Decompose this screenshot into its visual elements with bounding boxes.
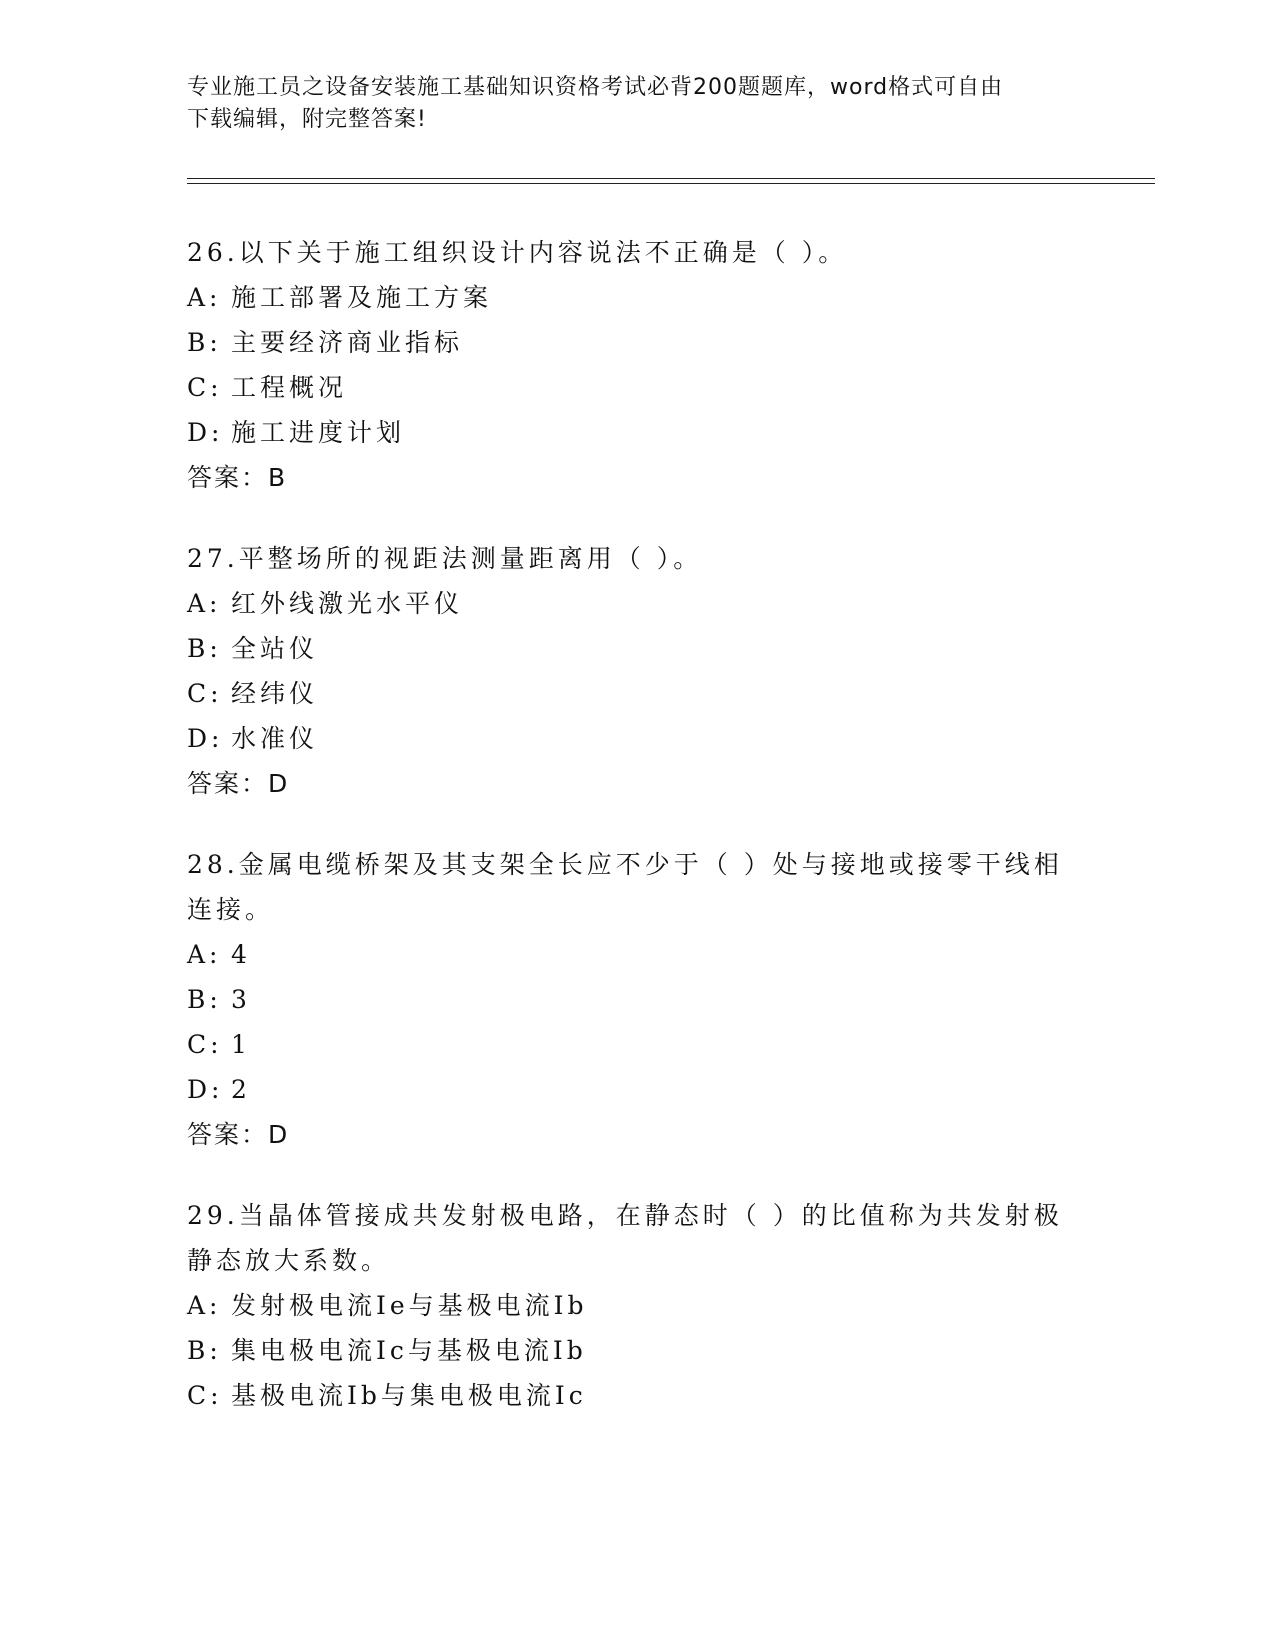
option-key: A:	[187, 1291, 222, 1320]
option-text: 发射极电流Ie与基极电流Ib	[231, 1291, 588, 1320]
option-text: 3	[231, 985, 251, 1014]
option-key: C:	[187, 373, 223, 402]
option-key: C:	[187, 679, 223, 708]
option-d	[187, 716, 1067, 761]
option-text: 施工进度计划	[231, 418, 406, 447]
answer-line: 答案：D	[187, 769, 290, 798]
question-stem: 28.金属电缆桥架及其支架全长应不少于（ ）处与接地或接零干线相	[187, 850, 1063, 879]
option-a	[187, 581, 1067, 626]
document-header	[187, 72, 1087, 136]
option-text: 主要经济商业指标	[231, 328, 464, 357]
option-text: 4	[231, 940, 251, 969]
option-text: 经纬仪	[231, 679, 319, 708]
answer-line: 答案：B	[187, 463, 288, 492]
option-c	[187, 1022, 1067, 1067]
option-key: C:	[187, 1381, 223, 1410]
header-divider-top	[187, 178, 1155, 179]
option-key: D:	[187, 1075, 224, 1104]
question-stem: 26.以下关于施工组织设计内容说法不正确是（ ）。	[187, 238, 848, 267]
option-key: B:	[187, 634, 222, 663]
question-list	[187, 230, 1067, 1454]
option-text: 红外线激光水平仪	[231, 589, 464, 618]
option-text: 全站仪	[231, 634, 319, 663]
option-d	[187, 1067, 1067, 1112]
question-stem: 27.平整场所的视距法测量距离用（ ）。	[187, 544, 703, 573]
option-b	[187, 626, 1067, 671]
question-29	[187, 1193, 1067, 1418]
option-text: 水准仪	[231, 724, 319, 753]
option-c	[187, 365, 1067, 410]
question-26	[187, 230, 1067, 500]
option-c	[187, 1373, 1067, 1418]
header-line-2: 下载编辑，附完整答案!	[187, 107, 427, 132]
option-b	[187, 977, 1067, 1022]
option-b	[187, 320, 1067, 365]
question-27	[187, 536, 1067, 806]
question-stem-continued: 连接。	[187, 895, 275, 924]
option-text: 1	[231, 1030, 251, 1059]
question-stem: 29.当晶体管接成共发射极电路，在静态时（ ）的比值称为共发射极	[187, 1201, 1063, 1230]
question-28	[187, 842, 1067, 1157]
option-a	[187, 275, 1067, 320]
option-key: A:	[187, 940, 222, 969]
question-stem-continued: 静态放大系数。	[187, 1246, 391, 1275]
option-c	[187, 671, 1067, 716]
option-key: B:	[187, 985, 222, 1014]
option-text: 基极电流Ib与集电极电流Ic	[231, 1381, 587, 1410]
option-a	[187, 932, 1067, 977]
option-text: 集电极电流Ic与基极电流Ib	[231, 1336, 587, 1365]
option-text: 施工部署及施工方案	[231, 283, 493, 312]
option-key: C:	[187, 1030, 223, 1059]
option-text: 工程概况	[231, 373, 348, 402]
answer-line: 答案：D	[187, 1120, 290, 1149]
option-text: 2	[231, 1075, 251, 1104]
option-key: A:	[187, 589, 222, 618]
option-key: A:	[187, 283, 222, 312]
header-line-1: 专业施工员之设备安装施工基础知识资格考试必背200题题库，word格式可自由	[187, 75, 1004, 100]
option-key: B:	[187, 328, 222, 357]
option-key: D:	[187, 418, 224, 447]
option-d	[187, 410, 1067, 455]
option-a	[187, 1283, 1067, 1328]
option-b	[187, 1328, 1067, 1373]
option-key: D:	[187, 724, 224, 753]
header-divider-bottom	[187, 183, 1155, 184]
option-key: B:	[187, 1336, 222, 1365]
